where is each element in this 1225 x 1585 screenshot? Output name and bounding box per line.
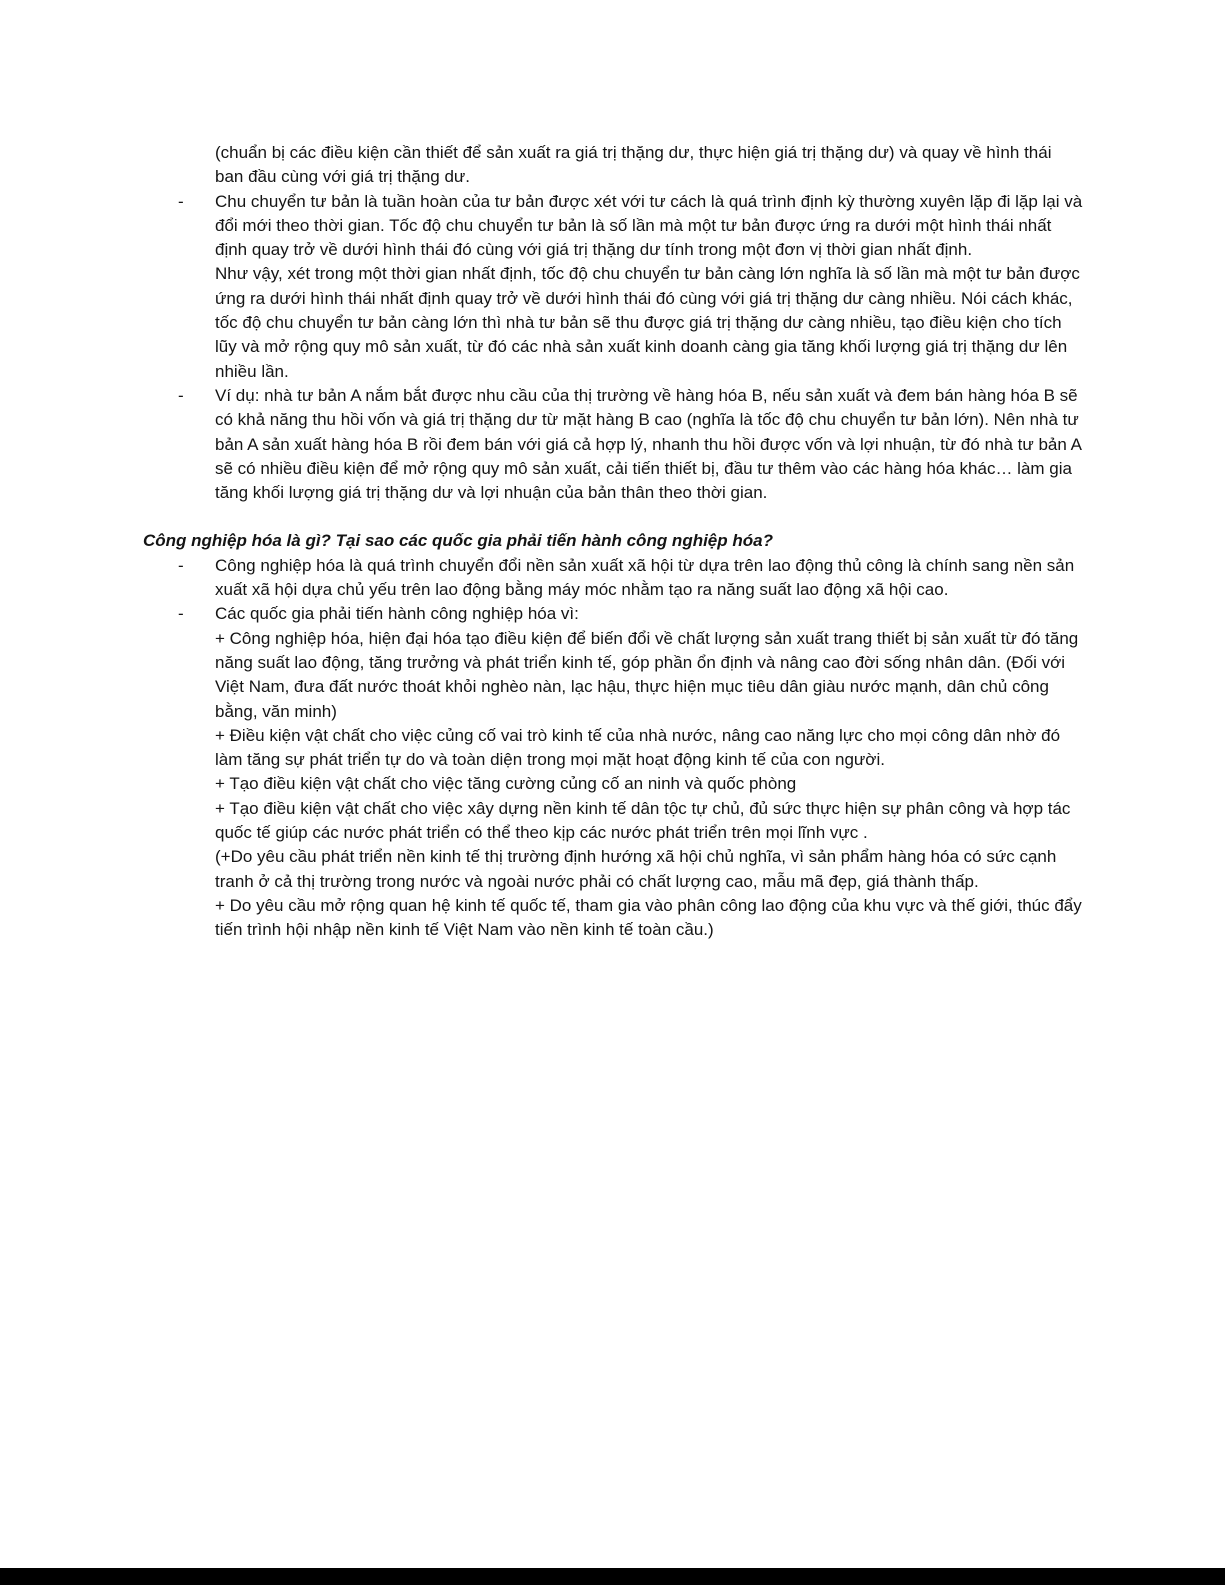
bullet-dash: -	[178, 604, 184, 624]
reason-paragraph: + Điều kiện vật chất cho việc củng cố vai trò kinh tế của nhà nước, nâng cao năng lực cho mọi công dân nhờ đó làm tăng sự phát triển tự do và toàn diện trong mọi mặt hoạt động kinh tế của con người.	[215, 725, 1061, 770]
bullet-dash: -	[178, 555, 184, 575]
bullet-item-reasons	[178, 602, 1083, 942]
bullet-paragraph: Công nghiệp hóa là quá trình chuyển đổi nền sản xuất xã hội từ dựa trên lao động thủ công là chính sang nền sản xuất xã hội dựa chủ yếu trên lao động bằng máy móc nhằm tạo ra năng suất lao động xã hội cao.	[215, 555, 1075, 600]
bullet-item-definition	[178, 554, 1083, 603]
section-heading: Công nghiệp hóa là gì? Tại sao các quốc gia phải tiến hành công nghiệp hóa?	[143, 531, 773, 551]
bullet-dash: -	[178, 385, 184, 405]
reason-paragraph: + Công nghiệp hóa, hiện đại hóa tạo điều kiện để biến đổi về chất lượng sản xuất trang thiết bị sản xuất từ đó tăng năng suất lao động, tăng trưởng và phát triển kinh tế, góp phần ổn định và nâng cao đời sống nhân dân. (Đối với Việt Nam, đưa đất nước thoát khỏi nghèo nàn, lạc hậu, thực hiện mục tiêu dân giàu nước mạnh, dân chủ công bằng, văn minh)	[215, 628, 1079, 721]
bullet-paragraph: Như vậy, xét trong một thời gian nhất định, tốc độ chu chuyển tư bản càng lớn nghĩa là số lần mà một tư bản được ứng ra dưới hình thái nhất định quay trở về dưới hình thái đó cùng với giá trị thặng dư càng nhiều. Nói cách khác, tốc độ chu chuyển tư bản càng lớn thì nhà tư bản sẽ thu được giá trị thặng dư càng nhiều, tạo điều kiện cho tích lũy và mở rộng quy mô sản xuất, từ đó các nhà sản xuất kinh doanh càng gia tăng khối lượng giá trị thặng dư lên nhiều lần.	[215, 264, 1080, 381]
bullet-paragraph: Chu chuyển tư bản là tuần hoàn của tư bản được xét với tư cách là quá trình định kỳ thường xuyên lặp đi lặp lại và đổi mới theo thời gian. Tốc độ chu chuyển tư bản là số lần mà một tư bản được ứng ra dưới một hình thái nhất định quay trở về dưới hình thái đó cùng với giá trị thặng dư tính trong một đơn vị thời gian nhất định.	[215, 191, 1083, 260]
continuation-paragraph	[215, 141, 1083, 190]
bullet-paragraph: Các quốc gia phải tiến hành công nghiệp hóa vì:	[215, 604, 579, 624]
reason-paragraph: (+Do yêu cầu phát triển nền kinh tế thị trường định hướng xã hội chủ nghĩa, vì sản phẩm hàng hóa có sức cạnh tranh ở cả thị trường trong nước và ngoài nước phải có chất lượng cao, mẫu mã đẹp, giá thành thấp.	[215, 847, 1057, 891]
reason-paragraph: + Do yêu cầu mở rộng quan hệ kinh tế quốc tế, tham gia vào phân công lao động của khu vực và thế giới, thúc đẩy tiến trình hội nhập nền kinh tế Việt Nam vào nền kinh tế toàn cầu.)	[215, 895, 1082, 940]
bullet-dash: -	[178, 191, 184, 211]
document-content	[143, 141, 1083, 943]
continuation-text: (chuẩn bị các điều kiện cần thiết để sản xuất ra giá trị thặng dư, thực hiện giá trị thặng dư) và quay về hình thái ban đầu cùng với giá trị thặng dư.	[215, 143, 1052, 187]
bullet-item-example	[178, 384, 1083, 505]
bullet-item-capital-turnover	[178, 190, 1083, 384]
bullet-paragraph: Ví dụ: nhà tư bản A nắm bắt được nhu cầu của thị trường về hàng hóa B, nếu sản xuất và đem bán hàng hóa B sẽ có khả năng thu hồi vốn và giá trị thặng dư từ mặt hàng B cao (nghĩa là tốc độ chu chuyển tư bản lớn). Nên nhà tư bản A sản xuất hàng hóa B rồi đem bán với giá cả hợp lý, nhanh thu hồi được vốn và lợi nhuận, từ đó nhà tư bản A sẽ có nhiều điều kiện để mở rộng quy mô sản xuất, cải tiến thiết bị, đầu tư thêm vào các hàng hóa khác… làm gia tăng khối lượng giá trị thặng dư và lợi nhuận của bản thân theo thời gian.	[215, 385, 1082, 503]
reason-paragraph: + Tạo điều kiện vật chất cho việc xây dựng nền kinh tế dân tộc tự chủ, đủ sức thực hiện sự phân công và hợp tác quốc tế giúp các nước phát triển có thể theo kịp các nước phát triển trên mọi lĩnh vực .	[215, 798, 1071, 843]
bottom-edge-bar	[0, 1568, 1225, 1585]
reason-paragraph: + Tạo điều kiện vật chất cho việc tăng cường củng cố an ninh và quốc phòng	[215, 774, 797, 794]
